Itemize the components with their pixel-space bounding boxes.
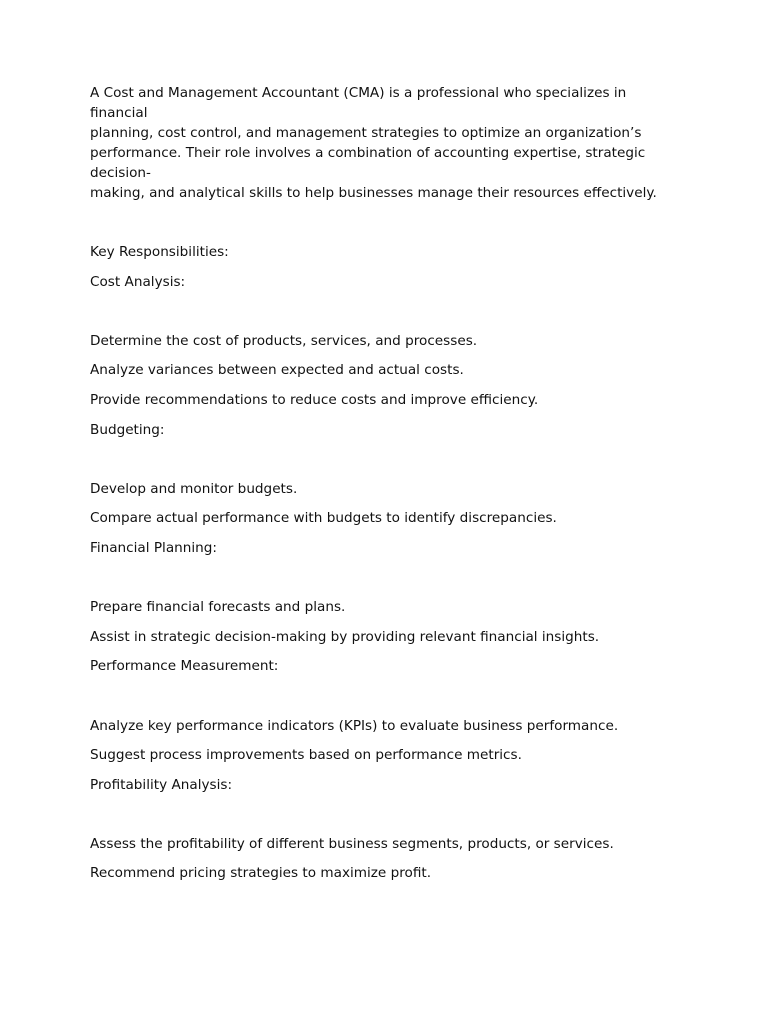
section-heading-performance-measurement: Performance Measurement: [90,658,279,675]
spacer [90,203,688,242]
list-item: Analyze variances between expected and actual costs. [90,362,464,379]
list-item: Prepare financial forecasts and plans. [90,599,346,616]
section-heading-profitability-analysis: Profitability Analysis: [90,776,233,793]
list-item: Analyze key performance indicators (KPIs) to evaluate business performance. [90,717,619,734]
section-heading-budgeting: Budgeting: [90,421,165,438]
list-item: Develop and monitor budgets. [90,480,298,497]
list-item: Determine the cost of products, services, and processes. [90,332,478,349]
spacer [90,568,688,598]
list-item: Provide recommendations to reduce costs and improve efficiency. [90,391,539,408]
list-item: Assess the profitability of different business segments, products, or services. [90,835,614,852]
list-item: Recommend pricing strategies to maximize profit. [90,865,432,882]
section-heading-financial-planning: Financial Planning: [90,539,217,556]
intro-paragraph: A Cost and Management Accountant (CMA) is a professional who specializes in financial planning, cost control, and management strategies to optimize an organization’s performance. Their role involves a combination of accounting expertise, strategic decision- making, and analytical skills to help businesses manage their resources effectively. [90,85,657,201]
list-item: Suggest process improvements based on performance metrics. [90,747,522,764]
section-heading-cost-analysis: Cost Analysis: [90,273,186,290]
spacer [90,301,688,331]
spacer [90,686,688,716]
spacer [90,804,688,834]
list-item: Assist in strategic decision-making by providing relevant financial insights. [90,628,600,645]
spacer [90,449,688,479]
list-item: Compare actual performance with budgets to identify discrepancies. [90,510,557,527]
key-responsibilities-heading: Key Responsibilities: [90,244,229,260]
